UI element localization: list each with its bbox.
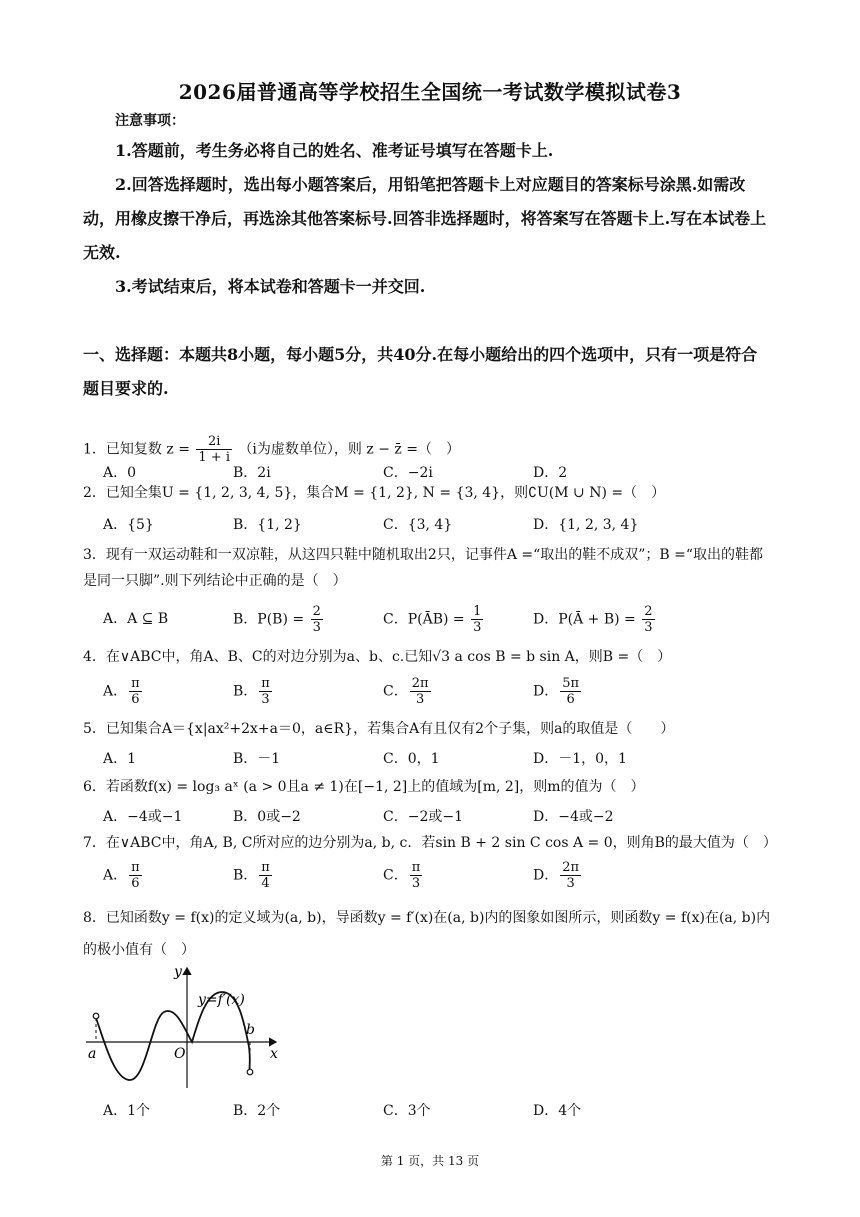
q7-option-a-num: π xyxy=(131,860,140,875)
question-3: 3．现有一双运动鞋和一双凉鞋，从这四只鞋中随机取出2只，记事件A =“取出的鞋不成双”；B =“取出的鞋都是同一只脚”.则下列结论中正确的是（ ） xyxy=(83,547,764,589)
page-footer: 第 1 页，共 13 页 xyxy=(380,1154,480,1168)
notice-item-1 xyxy=(83,134,773,168)
q8-option-b[interactable]: B．2个 xyxy=(233,1103,281,1119)
notice-heading: 注意事项： xyxy=(115,113,185,129)
q4-option-c-den: 3 xyxy=(415,692,425,707)
q2-option-d[interactable]: D．{1, 2, 3, 4} xyxy=(533,517,639,533)
q4-options xyxy=(103,676,773,712)
b-open-endpoint xyxy=(247,1069,253,1075)
q4-option-b-num: π xyxy=(261,676,270,691)
q3-option-d-fraction xyxy=(642,604,654,635)
q7-option-c[interactable] xyxy=(383,860,424,891)
q4-option-d-fraction xyxy=(560,676,581,707)
q7-option-b[interactable] xyxy=(233,860,274,891)
q4-option-b-fraction xyxy=(259,676,272,707)
q3-option-c-fraction xyxy=(471,604,483,635)
a-label: a xyxy=(88,1046,97,1062)
curve-label: y=f′(x) xyxy=(198,992,245,1008)
q4-option-a-label: A． xyxy=(103,683,128,700)
q1-expr: z − z̄ =（ ） xyxy=(366,441,460,458)
q3-option-c-text: C．P(ĀB) = xyxy=(383,611,465,628)
q3-option-c-den: 3 xyxy=(473,620,482,635)
q8-option-c[interactable]: C．3个 xyxy=(383,1103,431,1119)
q3-option-d-den: 3 xyxy=(644,620,653,635)
q7-option-b-fraction xyxy=(259,860,272,891)
derivative-graph xyxy=(80,962,290,1092)
q1-prefix: 1．已知复数 xyxy=(83,441,162,458)
q6-option-c[interactable]: C．−2或−1 xyxy=(383,809,463,825)
q8-option-d[interactable]: D．4个 xyxy=(533,1103,582,1119)
q4-option-d-den: 6 xyxy=(566,692,575,707)
notice-item-2 xyxy=(83,168,773,270)
q2-option-c[interactable]: C．{3, 4} xyxy=(383,517,453,533)
q4-option-b[interactable] xyxy=(233,676,274,707)
notice-item-3 xyxy=(83,270,773,304)
q7-option-b-den: 4 xyxy=(261,876,270,891)
question-7: 7．在∨ABC中，角A, B, C所对应的边分别为a, b, c．若sin B + 2 sin C cos A = 0，则角B的最大值为（ ） xyxy=(83,835,777,851)
q7-option-d-fraction xyxy=(560,860,581,891)
q1-numerator: 2i xyxy=(196,434,232,450)
q1-post: （i为虚数单位），则 xyxy=(238,441,362,458)
q7-option-d-den: 3 xyxy=(566,876,575,891)
q4-option-b-den: 3 xyxy=(261,692,270,707)
exam-title: 2026届普通高等学校招生全国统一考试数学模拟试卷3 xyxy=(178,80,682,104)
q7-options xyxy=(103,860,773,896)
q7-option-b-num: π xyxy=(261,860,270,875)
q5-option-a[interactable]: A．1 xyxy=(103,751,137,767)
q7-option-d[interactable] xyxy=(533,860,583,891)
q4-option-d-label: D． xyxy=(533,683,559,700)
q3-option-d[interactable] xyxy=(533,604,657,635)
q4-option-c-label: C． xyxy=(383,683,408,700)
q7-option-a-fraction xyxy=(129,860,142,891)
q1-option-a[interactable]: A．0 xyxy=(103,465,137,481)
q5-option-b[interactable]: B．－1 xyxy=(233,751,281,767)
q6-option-b[interactable]: B．0或−2 xyxy=(233,809,301,825)
q3-option-b-text: B．P(B) = xyxy=(233,611,305,628)
section-heading: 一、选择题：本题共8小题，每小题5分，共40分.在每小题给出的四个选项中，只有一项是符合题目要求的. xyxy=(83,345,758,398)
q6-option-d[interactable]: D．−4或−2 xyxy=(533,809,614,825)
q3-option-b-fraction xyxy=(311,604,323,635)
q7-option-c-label: C． xyxy=(383,867,408,884)
q3-option-a[interactable]: A．A ⊆ B xyxy=(103,611,169,627)
q2-option-b[interactable]: B．{1, 2} xyxy=(233,517,302,533)
question-4: 4．在∨ABC中，角A、B、C的对边分别为a、b、c.已知√3 a cos B = b sin A，则B =（ ） xyxy=(83,649,672,665)
x-axis-label: x xyxy=(270,1046,278,1062)
q7-option-a-label: A． xyxy=(103,867,128,884)
q7-option-c-fraction xyxy=(410,860,423,891)
q3-option-c[interactable] xyxy=(383,604,485,635)
q4-option-a-den: 6 xyxy=(131,692,140,707)
q3-option-d-num: 2 xyxy=(644,604,653,619)
q1-fraction xyxy=(196,434,232,465)
q3-option-d-text: D．P(Ā + B) = xyxy=(533,611,636,628)
q6-option-a[interactable]: A．−4或−1 xyxy=(103,809,183,825)
q2-options xyxy=(103,514,773,544)
q4-option-a-num: π xyxy=(131,676,140,691)
q4-option-d-num: 5π xyxy=(562,676,580,691)
q4-option-c-fraction xyxy=(410,676,431,707)
a-open-endpoint xyxy=(93,1013,99,1019)
q3-option-b-num: 2 xyxy=(312,604,321,619)
q4-option-a[interactable] xyxy=(103,676,144,707)
q4-option-d[interactable] xyxy=(533,676,583,707)
q7-option-c-den: 3 xyxy=(411,876,421,891)
q7-option-d-num: 2π xyxy=(562,860,580,875)
question-1 xyxy=(83,434,773,465)
q1-option-b[interactable]: B．2i xyxy=(233,465,271,481)
q2-option-a[interactable]: A．{5} xyxy=(103,517,154,533)
q7-option-a[interactable] xyxy=(103,860,144,891)
q3-options xyxy=(103,604,773,640)
q4-option-c[interactable] xyxy=(383,676,433,707)
q1-option-c[interactable]: C．−2i xyxy=(383,465,433,481)
q4-option-c-num: 2π xyxy=(411,676,429,691)
q4-option-b-label: B． xyxy=(233,683,258,700)
q8-options xyxy=(103,1100,773,1130)
q1-option-d[interactable]: D．2 xyxy=(533,465,568,481)
origin-label: O xyxy=(174,1046,186,1062)
q1-denominator: 1 + i xyxy=(198,450,230,465)
question-5: 5．已知集合A＝{x|ax²+2x+a＝0，a∈R}，若集合A有且仅有2个子集，则a的取值是（ ） xyxy=(83,721,675,737)
notice-text-2: 2.回答选择题时，选出每小题答案后，用铅笔把答题卡上对应题目的答案标号涂黑.如需改动，用橡皮擦干净后，再选涂其他答案标号.回答非选择题时，将答案写在答题卡上.写在本试卷上无效. xyxy=(83,175,767,262)
q8-option-a[interactable]: A．1个 xyxy=(103,1103,151,1119)
q7-option-b-label: B． xyxy=(233,867,258,884)
q7-option-c-num: π xyxy=(411,860,421,875)
q7-option-d-label: D． xyxy=(533,867,559,884)
notice-text-1: 1.答题前，考生务必将自己的姓名、准考证号填写在答题卡上. xyxy=(115,141,554,160)
notice-text-3: 3.考试结束后，将本试卷和答题卡一并交回. xyxy=(115,277,426,296)
q3-option-c-num: 1 xyxy=(473,604,482,619)
q5-option-c[interactable]: C．0，1 xyxy=(383,751,440,767)
question-6: 6．若函数f(x) = log₃ aˣ (a > 0且a ≠ 1)在[−1, 2]上的值域为[m, 2]，则m的值为（ ） xyxy=(83,779,645,795)
q1-z: z = xyxy=(166,441,190,458)
q4-option-a-fraction xyxy=(129,676,142,707)
b-label: b xyxy=(246,1022,255,1038)
y-axis-label: y xyxy=(174,964,182,980)
question-2: 2．已知全集U = {1, 2, 3, 4, 5}，集合M = {1, 2}, N = {3, 4}，则∁U(M ∪ N) =（ ） xyxy=(83,485,666,501)
q3-option-b-den: 3 xyxy=(312,620,321,635)
q3-option-b[interactable] xyxy=(233,604,325,635)
q7-option-a-den: 6 xyxy=(131,876,140,891)
question-8: 8．已知函数y = f(x)的定义域为(a, b)，导函数y = f′(x)在(a, b)内的图象如图所示，则函数y = f(x)在(a, b)内的极小值有（ ） xyxy=(83,910,771,958)
q5-option-d[interactable]: D．－1，0，1 xyxy=(533,751,627,767)
